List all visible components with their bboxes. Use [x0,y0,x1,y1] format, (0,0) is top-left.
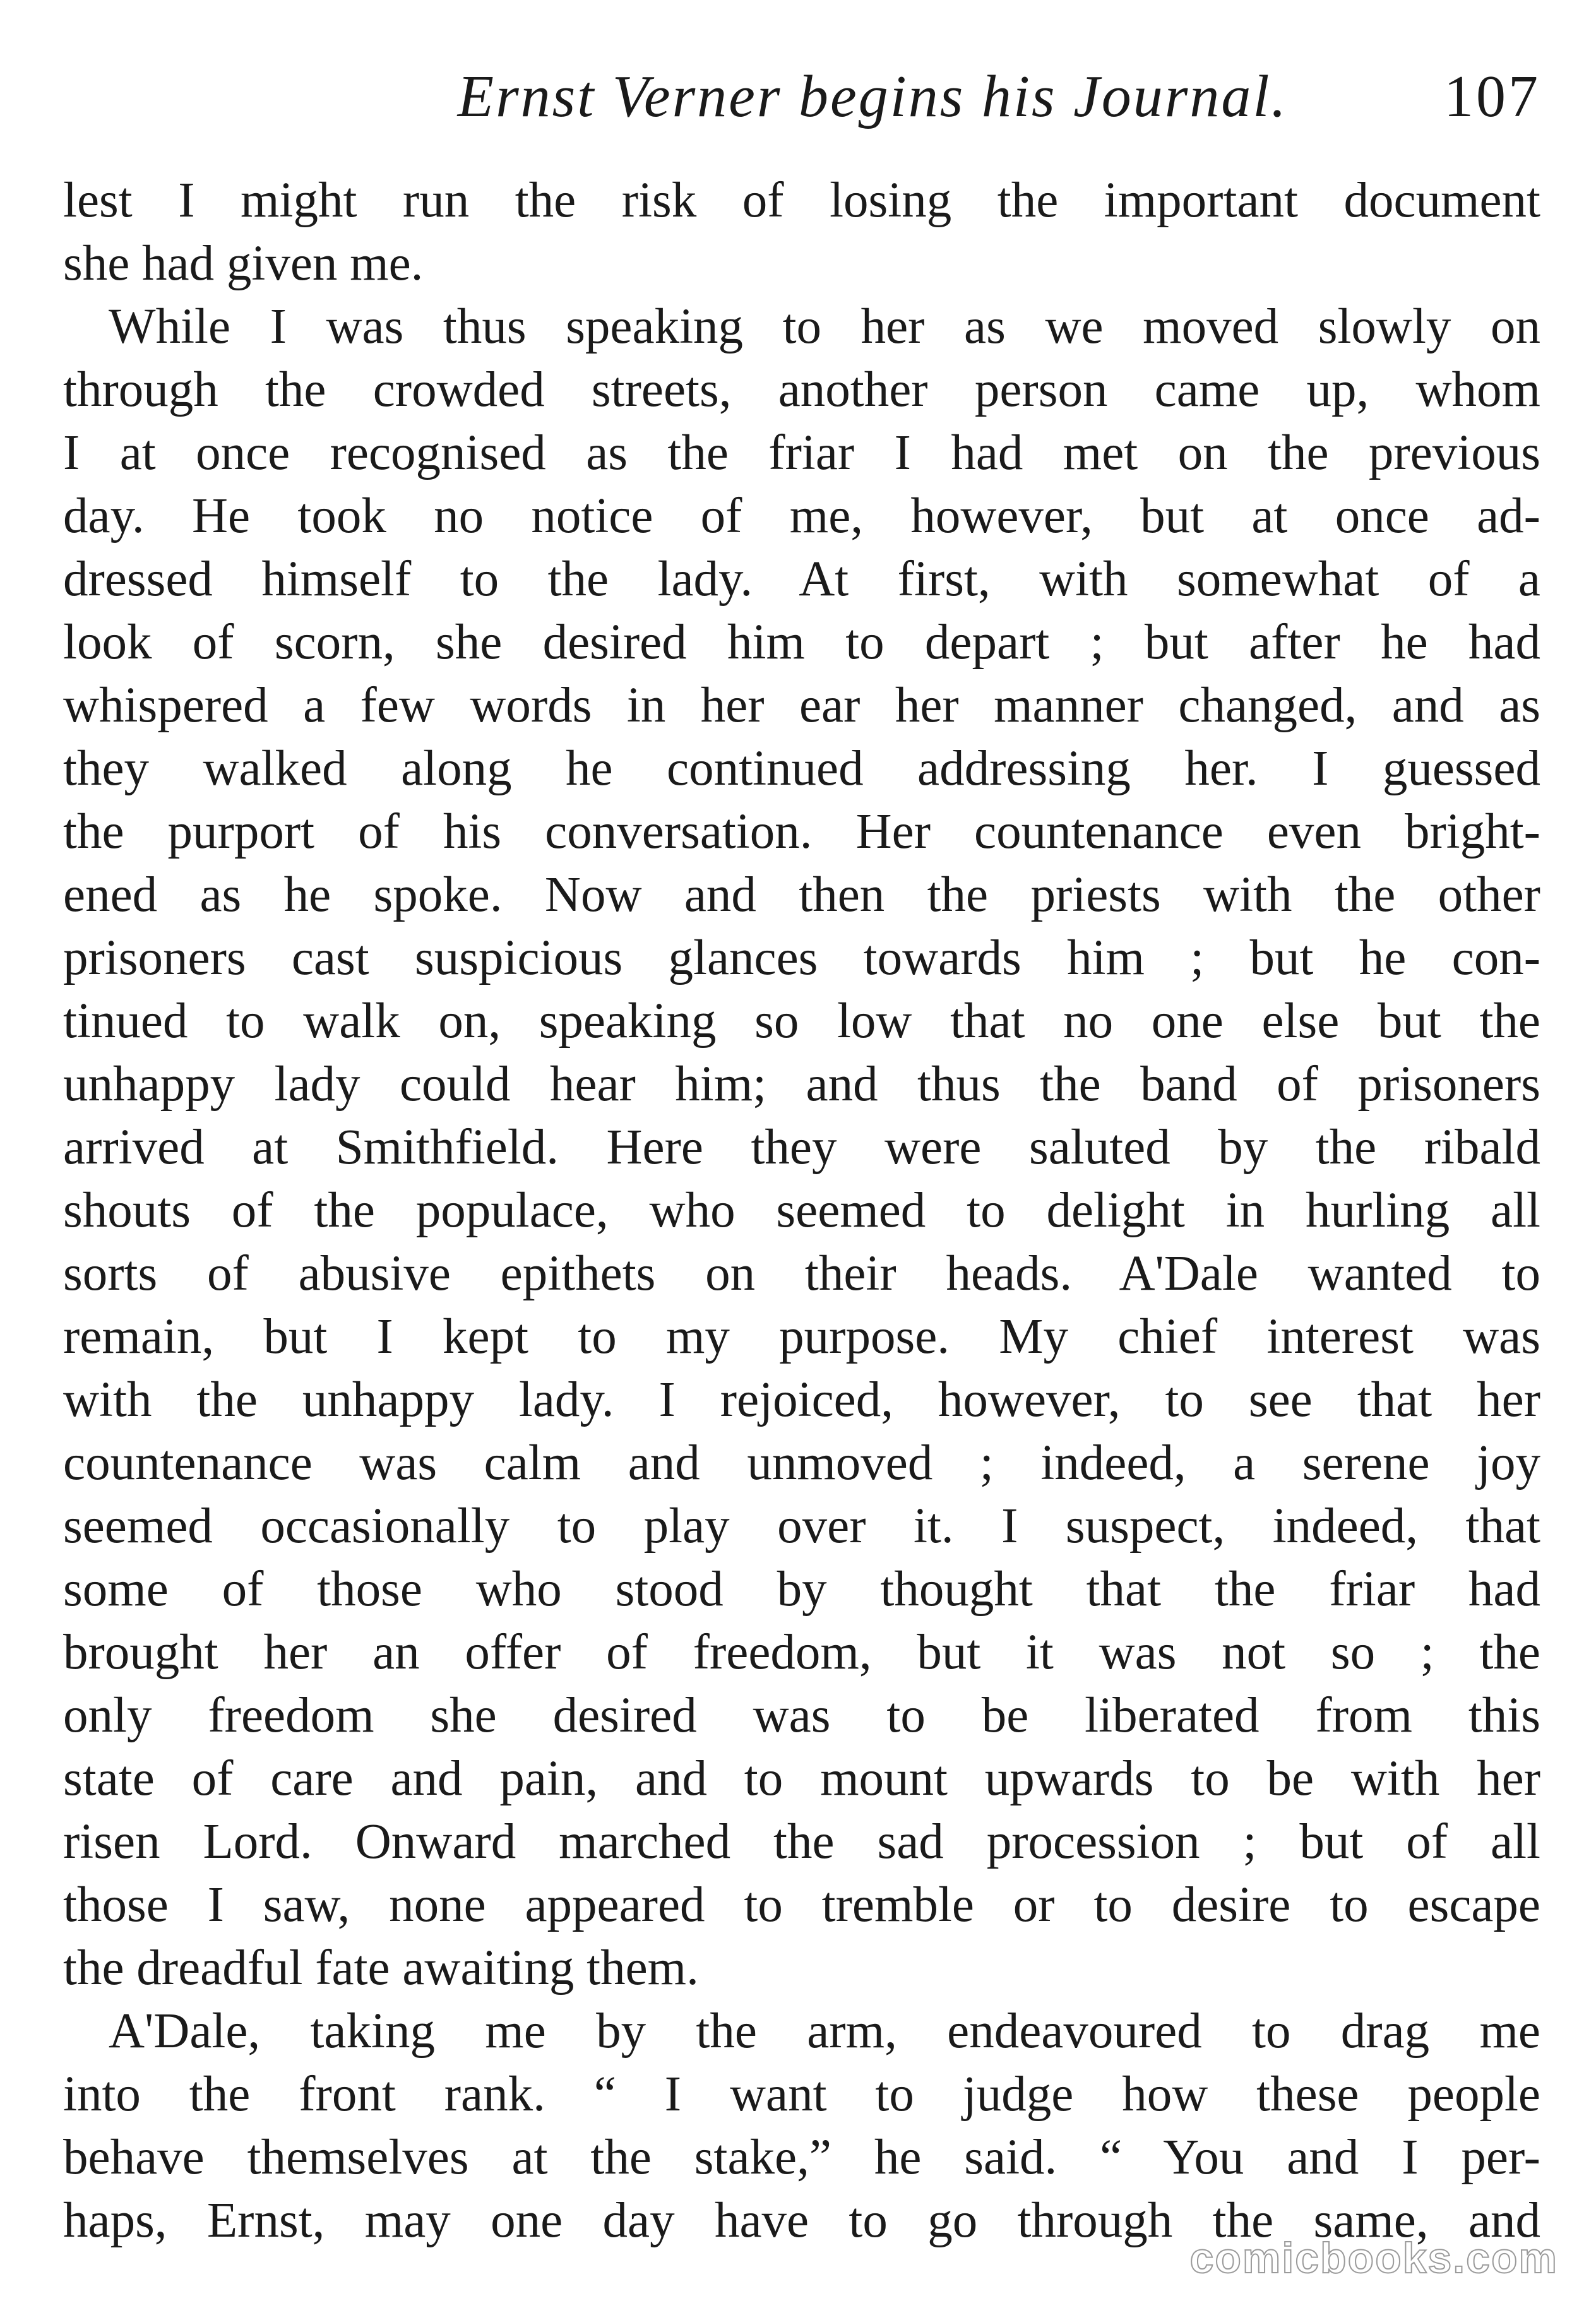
text-line: ened as he spoke. Now and then the priests with the other [63,867,1540,922]
text-line: some of those who stood by thought that the friar had [63,1562,1540,1617]
text-line: through the crowded streets, another person came up, whom [63,362,1540,417]
text-line: she had given me. [63,236,424,291]
body-text [63,169,1540,2252]
text-line: behave themselves at the stake,” he said. “ You and I per- [63,2130,1540,2185]
text-line: A'Dale, taking me by the arm, endeavoured to drag me [109,2004,1540,2059]
text-line: with the unhappy lady. I rejoiced, however, to see that her [63,1372,1540,1427]
text-line: they walked along he continued addressing her. I guessed [63,741,1540,796]
page-number: 107 [1444,64,1540,129]
text-line: haps, Ernst, may one day have to go through the same, and [63,2193,1540,2248]
text-line: sorts of abusive epithets on their heads. A'Dale wanted to [63,1246,1540,1301]
text-line: seemed occasionally to play over it. I suspect, indeed, that [63,1499,1540,1554]
text-line: the dreadful fate awaiting them. [63,1941,699,1996]
text-line: tinued to walk on, speaking so low that no one else but the [63,994,1540,1049]
running-title: Ernst Verner begins his Journal. [457,64,1288,129]
text-line: look of scorn, she desired him to depart ; but after he had [63,615,1540,670]
text-line: prisoners cast suspicious glances towards him ; but he con- [63,931,1540,985]
text-line: lest I might run the risk of losing the important document [63,173,1540,228]
text-line: While I was thus speaking to her as we moved slowly on [109,299,1540,354]
text-line: risen Lord. Onward marched the sad procession ; but of all [63,1814,1540,1869]
text-line: dressed himself to the lady. At first, with somewhat of a [63,552,1540,607]
text-line: whispered a few words in her ear her manner changed, and as [63,678,1540,733]
watermark-logo: comicbooks.com [1189,2234,1558,2282]
text-line: countenance was calm and unmoved ; indeed, a serene joy [63,1436,1540,1490]
text-line: I at once recognised as the friar I had met on the previous [63,425,1540,480]
running-head [63,56,1540,138]
text-line: brought her an offer of freedom, but it was not so ; the [63,1625,1540,1680]
text-line: the purport of his conversation. Her countenance even bright- [63,804,1540,859]
text-line: unhappy lady could hear him; and thus the band of prisoners [63,1057,1540,1112]
text-line: day. He took no notice of me, however, but at once ad- [63,489,1540,544]
text-line: only freedom she desired was to be liberated from this [63,1688,1540,1743]
text-line: state of care and pain, and to mount upwards to be with her [63,1751,1540,1806]
text-line: remain, but I kept to my purpose. My chief interest was [63,1309,1540,1364]
text-line: those I saw, none appeared to tremble or to desire to escape [63,1877,1540,1932]
text-line: shouts of the populace, who seemed to delight in hurling all [63,1183,1540,1238]
text-line: into the front rank. “ I want to judge how these people [63,2067,1540,2122]
text-line: arrived at Smithfield. Here they were saluted by the ribald [63,1120,1540,1175]
